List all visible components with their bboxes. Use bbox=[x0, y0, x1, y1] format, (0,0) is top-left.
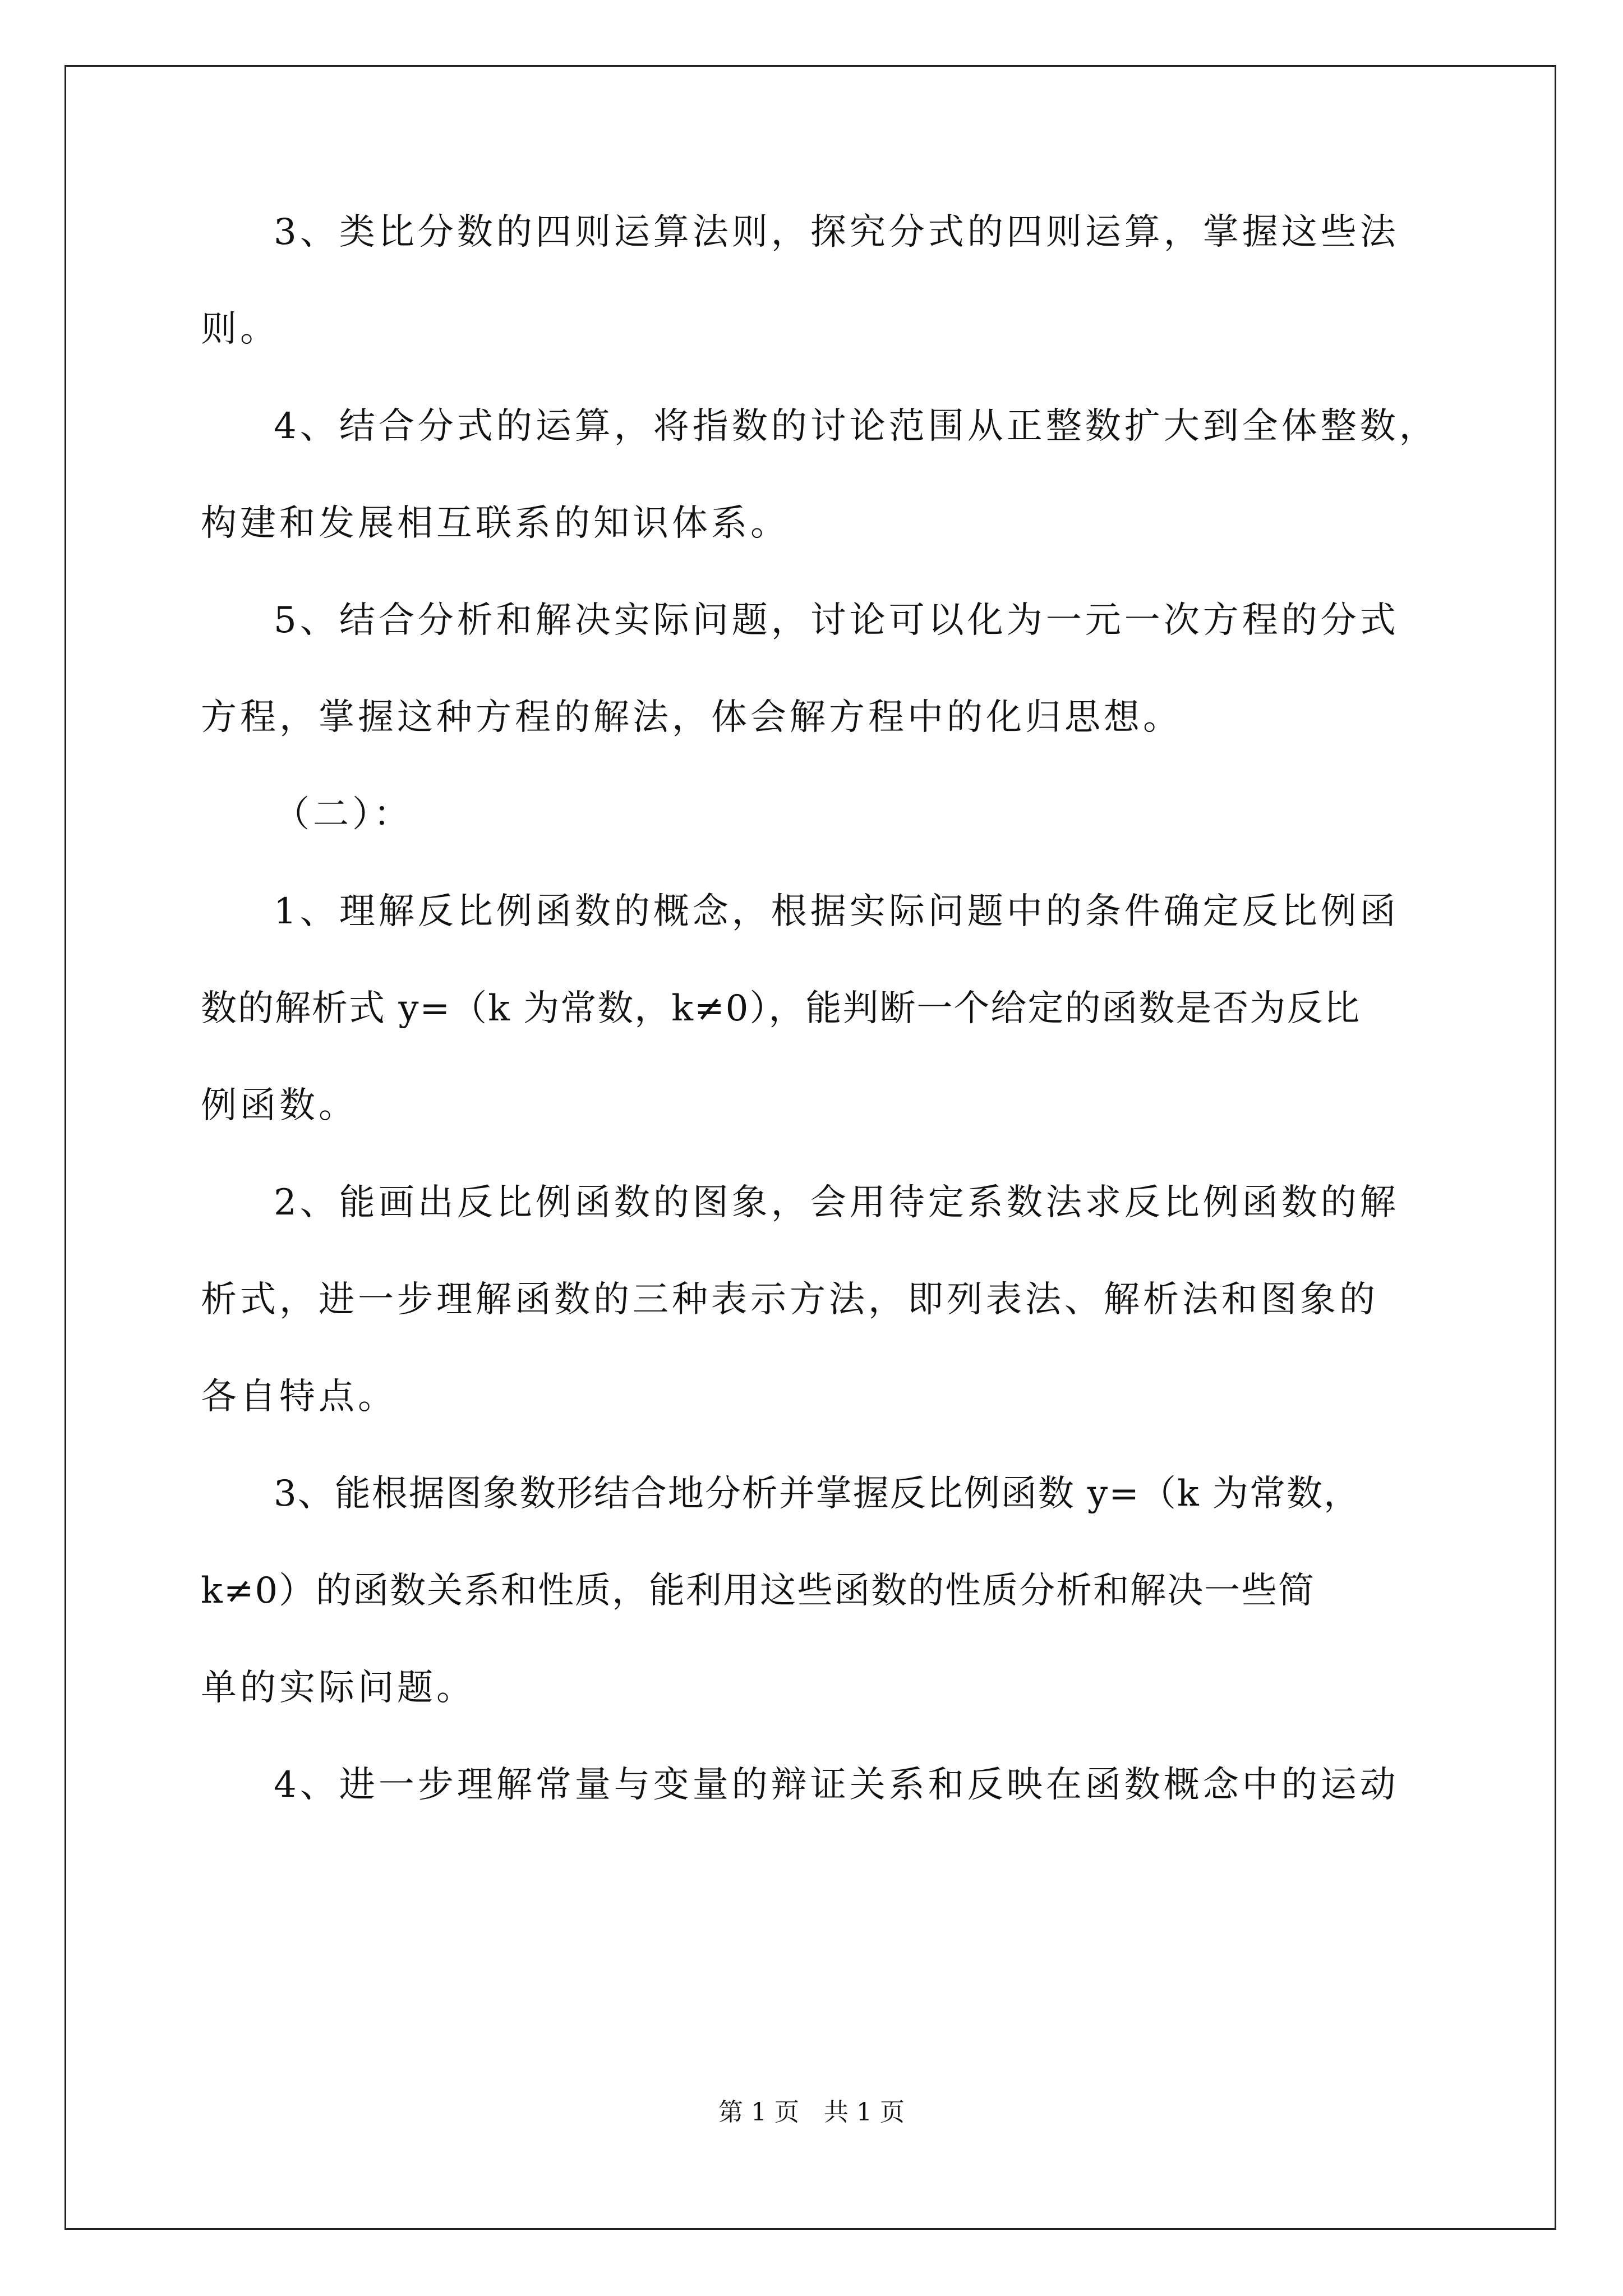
text-line-9: 数的解析式 y=（k 为常数，k≠0），能判断一个给定的函数是否为反比 bbox=[201, 988, 1361, 1029]
text-line-2: 则。 bbox=[201, 309, 279, 350]
document-body bbox=[201, 209, 1438, 1858]
text-line-13: 各自特点。 bbox=[201, 1376, 397, 1418]
text-line-12: 析式，进一步理解函数的三种表示方法，即列表法、解析法和图象的 bbox=[201, 1279, 1378, 1320]
text-line-4: 构建和发展相互联系的知识体系。 bbox=[201, 503, 790, 544]
text-line-16: 单的实际问题。 bbox=[201, 1667, 476, 1709]
text-line-14: 3、能根据图象数形结合地分析并掌握反比例函数 y=（k 为常数， bbox=[274, 1473, 1361, 1515]
text-line-5: 5、结合分析和解决实际问题，讨论可以化为一元一次方程的分式 bbox=[274, 600, 1399, 641]
page-footer: 第 1 页 共 1 页 bbox=[718, 2098, 905, 2127]
text-line-10: 例函数。 bbox=[201, 1085, 358, 1126]
text-line-15: k≠0）的函数关系和性质，能利用这些函数的性质分析和解决一些简 bbox=[201, 1570, 1316, 1612]
text-line-6: 方程，掌握这种方程的解法，体会解方程中的化归思想。 bbox=[201, 697, 1182, 738]
section-heading: （二）： bbox=[274, 794, 413, 835]
text-line-8: 1、理解反比例函数的概念，根据实际问题中的条件确定反比例函 bbox=[274, 891, 1399, 932]
text-line-3: 4、结合分式的运算，将指数的讨论范围从正整数扩大到全体整数， bbox=[274, 406, 1438, 447]
text-line-11: 2、能画出反比例函数的图象，会用待定系数法求反比例函数的解 bbox=[274, 1182, 1399, 1223]
text-line-17: 4、进一步理解常量与变量的辩证关系和反映在函数概念中的运动 bbox=[274, 1764, 1399, 1806]
text-line-1: 3、类比分数的四则运算法则，探究分式的四则运算，掌握这些法 bbox=[274, 211, 1399, 253]
